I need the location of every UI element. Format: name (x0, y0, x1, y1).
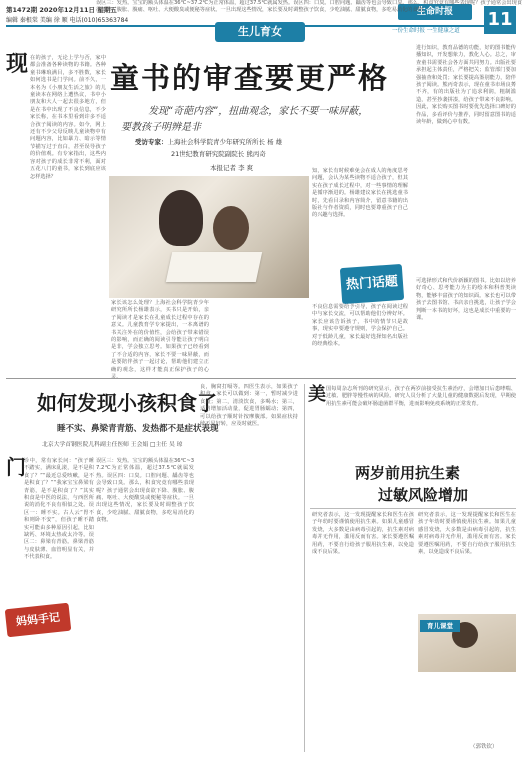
article1-reporter: 本报记者 李 爽 (210, 164, 254, 172)
section-divider (6, 378, 516, 379)
article1-title: 童书的审查要更严格 (110, 61, 390, 95)
article3-source: （郭铁钦） (470, 744, 498, 750)
issue-line: 第1472期 2020年12月11日 星期五 (6, 6, 117, 14)
article3-underline (310, 508, 516, 509)
article2-col2: 误区三：发热。宝宝的额头体温在36℃~37.2℃为正常体温，超过37.5℃就属发热。误区四：口臭。口腔问题、龋齿等也会导致口臭。那么，积食究竟有哪些表现呢？孩子通常会出现食欲下降、腹胀、腹痛、呕吐、大便酸臭或便秘等症状。一旦出现这些情况，家长要及时调整孩子饮食，少吃油腻、甜腻食物，多吃易消化的食物。 (96, 0, 522, 14)
article1-col-left: 在的孩子，无论上学与否，家中都会准备各种读物的书籍。各种童书琳琅满目，多不胜数，家长如何选书是门学问。前不久，一本名为《小朋友生活之旅》的儿童读本在网络上遭热议，书中小朋友和大人一起去很多地方，但是在书中出现了不良信息，不少家长称，在书本里看到许多不适合孩子阅读的内容。如今，网上还有不少父母反映儿童读物中有问题内容，比如暴力、暗示等情节描写过于直白，甚至误导孩子的价值观。有专家指出，这些内容对孩子的成长非常不利，面对五花八门的童书，家长到底应该怎样选择？ (30, 55, 106, 180)
article1-col-right2: 可选择形式和代价新颖的图书。比如以培养好奇心、思考能力为主的绘本和科普类读物，能够丰富孩子的知识面。家长也可以带孩子去图书馆、书店亲自挑选，让孩子学会判断一本书的好坏，这也是成长中重要的一课。 (416, 278, 516, 322)
expert-label: 受访专家： (135, 138, 168, 146)
article1-col-mid2: 知，家长有时候难免会在成人的角度思考问题，会认为某些读物不适合孩子，但其实在孩子成长过程中，对一些事情的理解是循序渐进的。杨雄建议家长在挑选童书时，先看目录和内容简介，留意书籍的出版社与作者资质，同时也要尊重孩子自己的兴趣与选择。 (312, 168, 408, 219)
article2-dropcap: 门 (6, 455, 26, 479)
column-divider (304, 384, 305, 752)
article3-title: 两岁前用抗生素 (355, 464, 461, 482)
hand-note-text: 妈妈手记 (15, 610, 61, 629)
article1-col-mid: 家长该怎么处理？上海社会科学院青少年研究所所长杨雄表示，买书只是开始，亲子阅读才是家长在孔童成长过程中存在的意义。儿童教育学专家提出，一本离谱的书关注外在的价值性，会给孩子带来错误的影响，而正确的阅读引导能让孩子明白是非，学会独立思考。如果孩子已经看到了不合适的内容，家长不要一味屏蔽，而是要陪伴孩子一起讨论，帮助他们建立正确的观念，这样才能真正保护孩子的心 (111, 300, 209, 373)
article2-title: 如何发现小孩积食了 (37, 391, 217, 415)
article1-subtitle2: 要教孩子明辨是非 (121, 122, 201, 133)
article3-body: 研究者表示，这一发现提醒家长和医生在孩子年幼时要谨慎使用抗生素。如果儿童感冒发烧，大多数是由病毒引起的，抗生素对病毒并无作用，滥用反而有害。家长要遵医嘱用药，不要自行给孩子服用抗生素，以免造成不良后果。 (312, 512, 414, 556)
page-number: 11 (484, 6, 516, 34)
hot-topic-text: 热门话题 (345, 274, 399, 293)
slogan: 一份生命时报 一生健康之道 (392, 28, 460, 34)
article1-dropcap: 现 (6, 52, 29, 77)
article2-col2-fix: 误区三：发热。宝宝的额头体温在36℃~37.2℃为正常体温，超过37.5℃就属发热。误区四：口臭。口腔问题、龋齿等也会导致口臭。那么，积食究竟有哪些表现呢？孩子通常会出现食欲下降、腹胀、腹痛、呕吐、大便酸臭或便秘等症状。一旦出现这些情况，家长要及时调整孩子饮食，少吃油腻、甜腻食物，多吃易消化的食物。 (96, 458, 194, 524)
article1-col-right: 进行知识，教育品德的功能，好的图书能传播知识，开发想象力，教化人心。总之，审查童书需要社会各方面共同努力。出版社要承担起主体责任，严格把关；监管部门要加强抽查和处罚；家长要提高鉴别能力，陪伴孩子阅读。熊丙奇表示，现在童书市场良莠不齐，有的出版社为了追求利润，粗制滥造，甚至抄袭拼凑，给孩子带来不良影响。因此，家长购买图书时要优先选择口碑好的作品，多看评价与推荐，同时留意图书的适读年龄，做到心中有数。 (416, 45, 516, 126)
brand-text: 生命时报 (416, 7, 453, 17)
article2-author: 北京大学首钢医院儿科副主任医师 王会娟 □主任 吴 琼 (42, 442, 183, 448)
notice-badge (420, 620, 460, 632)
section-title: 生儿育女 (215, 22, 305, 42)
expert-1: 上海社会科学院青少年研究所所长 杨 雄 (167, 138, 283, 146)
article2-subtitle: 睡不实、鼻梁青青筋、发热都不是症状表现 (57, 424, 219, 434)
article2-col1: 诊中，常有家长问：“孩子睡不踏实，满床乱滚，是不是积食了？”“最近总爱咳嗽，是不是积食了？”“我家宝宝鼻梁有青筋，是不是积食了？”其实积食是中医的说法，与西医所说的消化不良有相似之处。误区一：睡不实。古人云“胃不和则卧不安”，但孩子睡不踏实可能由多种原因引起，比如缺钙、环境太热或太冷等。误区二：鼻梁有青筋。鼻梁青筋与皮肤薄、血管明显有关，并不代表积食。 (24, 458, 94, 561)
article2-col3: 良，胸窝打嗝等。四医生表示，如果孩子积食，家长可以做到：第一，暂时减少进食量；第二，清淡饮食，多喝水；第三，适当增加活动量，促进胃肠蠕动；第四，可以给孩子顺时针按摩腹部。如果症状持续不见好转，应及时就医。 (200, 384, 298, 428)
editor-line: 编辑 秦根棠 美编 徐 顺 电话(010)65363784 (6, 17, 129, 24)
article1-col-mid3: 不良信息需要给予引导，孩子在阅读过程中与家长交流，可以帮助他们分辨好坏。家长应该告诉孩子，书中的情节只是故事，现实中要遵守规则，学会保护自己。对于低龄儿童，家长最好选择知名出版社的经典绘本。 (312, 304, 408, 348)
article1-subtitle: 发现“奇葩内容”，扭曲观念，家长不要一味屏蔽， (148, 106, 369, 117)
expert-2: 21世纪教育研究院副院长 熊丙奇 (171, 150, 266, 158)
article3-dropcap: 美 (308, 384, 326, 405)
article3-intro: 国每周杂志所刊的研究显示，孩子在两岁前接受抗生素治疗，会增加日后患哮喘、过敏、肥胖等慢性病的风险。研究人员分析了大量儿童的健康数据后发现，早期使用抗生素可能会破坏肠道菌群平衡，进而影响免疫系统的正常发育。 (326, 386, 516, 407)
article3-body-right: 研究者表示，这一发现提醒家长和医生在孩子年幼时要谨慎使用抗生素。如果儿童感冒发烧，大多数是由病毒引起的，抗生素对病毒并无作用，滥用反而有害。家长要遵医嘱用药，不要自行给孩子服用抗生素，以免造成不良后果。 (418, 512, 516, 556)
article3-title2: 过敏风险增加 (378, 486, 469, 504)
notice-text: 育儿课堂 (427, 622, 453, 630)
